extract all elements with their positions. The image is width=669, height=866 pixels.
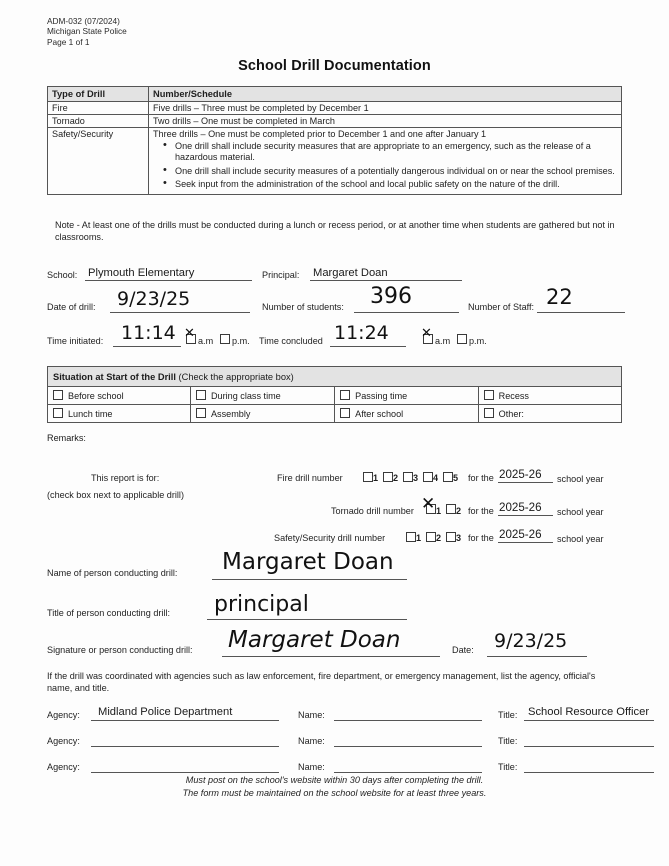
school-label: School: [47,270,78,280]
footer-line-2: The form must be maintained on the school website for at least three years. [182,788,487,798]
fire-drill-school-year[interactable]: 2025-26 [499,468,542,481]
safety-drill-checkbox-2[interactable] [426,532,436,542]
time-concluded-value[interactable]: 11:24 [334,322,389,344]
agency-title-label-1: Title: [498,710,518,720]
schedule-text: Three drills – One must be completed prior to December 1 and one after January 1 [153,129,487,139]
list-item: • One drill shall include security measures that are appropriate to an emergency, such as the release of a hazardous material. [175,141,617,164]
agency-label-2: Agency: [47,736,80,746]
fire-drill-checkbox-1[interactable] [363,472,373,482]
tornado-drill-checkbox-2[interactable] [446,504,456,514]
agency-name-label-2: Name: [298,736,325,746]
fire-drill-box-label-1: 1 [373,473,379,483]
safety-drill-box-label-3: 3 [456,533,462,543]
situation-option-lunch-time[interactable] [48,405,191,423]
tornado-drill-school-year[interactable]: 2025-26 [499,501,542,514]
number-of-staff-value[interactable]: 22 [546,285,573,309]
checkbox-icon[interactable] [340,390,350,400]
agency-title-value-1[interactable]: School Resource Officer [528,706,650,718]
time-initiated-am-label: a.m [198,336,214,346]
option-label: Recess [498,391,529,401]
situation-option-assembly[interactable] [190,405,334,423]
cell-drill-type: Fire [48,102,149,115]
fire-drill-school-year-underline [498,482,553,483]
page-title: School Drill Documentation [238,58,431,74]
conductor-signature-underline [222,656,440,657]
table-header-row [48,87,622,102]
fire-drill-checkbox-5[interactable] [443,472,453,482]
cell-drill-type: Tornado [48,115,149,128]
signature-date-value[interactable]: 9/23/25 [494,630,568,652]
agency-name-underline-2 [334,746,482,747]
agency-title-underline-3 [524,772,654,773]
agency-title-underline-2 [524,746,654,747]
cell-drill-schedule: Five drills – Three must be completed by December 1 [149,102,622,115]
time-initiated-label: Time initiated: [47,336,104,346]
safety-drill-checkbox-1[interactable] [406,532,416,542]
situation-heading-bold: Situation at Start of the Drill [53,371,176,382]
agency-name-label-1: Name: [298,710,325,720]
checkbox-icon[interactable] [484,408,494,418]
tornado-drill-check-mark: ✕ [421,494,436,514]
number-of-students-value[interactable]: 396 [370,284,412,309]
form-header [47,16,127,47]
conductor-name-value[interactable]: Margaret Doan [222,549,394,575]
signature-date-label: Date: [452,645,474,655]
agency-name-underline-3 [334,772,482,773]
checkbox-icon[interactable] [196,408,206,418]
situation-option-other[interactable] [478,405,621,423]
tornado-drill-school-year-suffix: school year [557,507,604,517]
time-concluded-am-check-mark: ✕ [421,326,432,341]
fire-drill-box-label-3: 3 [413,473,419,483]
option-label: Lunch time [68,409,113,419]
tornado-drill-box-label-2: 2 [456,506,462,516]
checkbox-icon[interactable] [196,390,206,400]
school-underline [85,280,252,281]
time-concluded-pm-label: p.m. [469,336,487,346]
fire-drill-checkbox-2[interactable] [383,472,393,482]
report-for-title: This report is for: [91,473,160,483]
tornado-drill-school-year-underline [498,515,553,516]
agency-title-label-2: Title: [498,736,518,746]
situation-row [48,405,622,423]
fire-drill-box-label-5: 5 [453,473,459,483]
time-concluded-label: Time concluded [259,336,323,346]
principal-label: Principal: [262,270,300,280]
situation-heading [48,367,622,387]
signature-date-underline [487,656,587,657]
issuing-agency: Michigan State Police [47,26,127,37]
situation-heading-rest: (Check the appropriate box) [175,371,294,382]
option-label: Other: [498,409,524,419]
situation-option-recess[interactable] [478,387,621,405]
date-of-drill-underline [110,312,250,313]
safety-drill-school-year-suffix: school year [557,534,604,544]
option-label: After school [355,409,404,419]
agency-label-3: Agency: [47,762,80,772]
option-label: Assembly [210,409,251,419]
conductor-signature-label: Signature or person conducting drill: [47,645,193,655]
fire-drill-number-label: Fire drill number [277,473,343,483]
conductor-signature-value[interactable]: Margaret Doan [228,627,401,653]
agency-underline-1 [91,720,279,721]
date-of-drill-value[interactable]: 9/23/25 [117,288,191,310]
option-label: Passing time [355,391,408,401]
number-of-students-underline [354,312,459,313]
agency-name-underline-1 [334,720,482,721]
footer-line-1: Must post on the school's website within 30 days after completing the drill. [185,775,484,785]
situation-option-before-school[interactable] [48,387,191,405]
cell-drill-type: Safety/Security [48,128,149,195]
drill-schedule-table [47,86,622,195]
tornado-drill-for-the: for the [468,506,494,516]
form-footer [0,774,669,800]
fire-drill-checkbox-3[interactable] [403,472,413,482]
safety-security-drill-number-label: Safety/Security drill number [274,533,386,543]
list-item: • Seek input from the administration of the school and local public safety on the nature of the drill. [175,179,617,190]
conductor-title-label: Title of person conducting drill: [47,608,170,618]
situation-table [47,366,622,423]
safety-drill-checkbox-3[interactable] [446,532,456,542]
number-of-staff-label: Number of Staff: [468,302,535,312]
safety-drill-school-year[interactable]: 2025-26 [499,528,542,541]
table-row [48,115,622,128]
safety-security-bullets [153,141,617,191]
safety-drill-box-label-2: 2 [436,533,442,543]
conductor-name-label: Name of person conducting drill: [47,568,178,578]
form-id: ADM-032 (07/2024) [47,16,120,26]
tornado-drill-number-label: Tornado drill number [331,506,414,516]
time-initiated-am-check-mark: ✕ [184,326,195,341]
checkbox-icon[interactable] [340,408,350,418]
time-concluded-am-label: a.m [435,336,451,346]
cell-drill-schedule: Two drills – One must be completed in March [149,115,622,128]
time-initiated-value[interactable]: 11:14 [121,322,176,344]
table-row [48,102,622,115]
number-of-students-label: Number of students: [262,302,344,312]
drill-note: Note - At least one of the drills must be conducted during a lunch or recess period, or at another time when students are gathered but not in classrooms. [55,220,615,243]
time-initiated-pm-label: p.m. [232,336,250,346]
principal-value[interactable]: Margaret Doan [313,267,388,279]
agency-name-label-3: Name: [298,762,325,772]
option-label: Before school [68,391,124,401]
fire-drill-box-label-4: 4 [433,473,439,483]
checkbox-icon[interactable] [53,408,63,418]
situation-option-passing-time[interactable] [335,387,479,405]
date-of-drill-label: Date of drill: [47,302,96,312]
agency-label-1: Agency: [47,710,80,720]
time-initiated-pm-checkbox[interactable] [220,334,230,344]
conductor-title-value[interactable]: principal [214,592,309,617]
checkbox-icon[interactable] [484,390,494,400]
fire-drill-box-label-2: 2 [393,473,399,483]
fire-drill-school-year-suffix: school year [557,474,604,484]
list-item: • One drill shall include security measures of a potentially dangerous individual on or near the school premises. [175,166,617,177]
number-of-staff-underline [537,312,625,313]
report-for-subtitle: (check box next to applicable drill) [47,490,184,500]
agency-intro-text: If the drill was coordinated with agencies such as law enforcement, fire department, or emergency management, list the agency, official's name, and title. [47,671,596,694]
safety-drill-school-year-underline [498,542,553,543]
checkbox-icon[interactable] [53,390,63,400]
safety-drill-for-the: for the [468,533,494,543]
situation-row [48,387,622,405]
cell-drill-schedule [149,128,622,195]
principal-underline [310,280,462,281]
fire-drill-checkbox-4[interactable] [423,472,433,482]
agency-underline-3 [91,772,279,773]
fire-drill-for-the: for the [468,473,494,483]
time-concluded-pm-checkbox[interactable] [457,334,467,344]
tornado-drill-box-label-1: 1 [436,506,442,516]
agency-title-underline-1 [524,720,654,721]
conductor-title-underline [207,619,407,620]
school-value[interactable]: Plymouth Elementary [88,267,195,279]
situation-option-after-school[interactable] [335,405,479,423]
agency-underline-2 [91,746,279,747]
column-type-of-drill: Type of Drill [48,87,149,102]
time-concluded-underline [330,346,406,347]
remarks-label: Remarks: [47,433,86,443]
situation-heading-row [48,367,622,387]
agency-value-1[interactable]: Midland Police Department [98,706,233,718]
page-number: Page 1 of 1 [47,36,90,47]
time-initiated-underline [113,346,181,347]
table-row [48,128,622,195]
conductor-name-underline [212,579,407,580]
agency-title-label-3: Title: [498,762,518,772]
option-label: During class time [210,391,281,401]
situation-option-during-class-time[interactable] [190,387,334,405]
column-number-schedule: Number/Schedule [149,87,622,102]
safety-drill-box-label-1: 1 [416,533,422,543]
